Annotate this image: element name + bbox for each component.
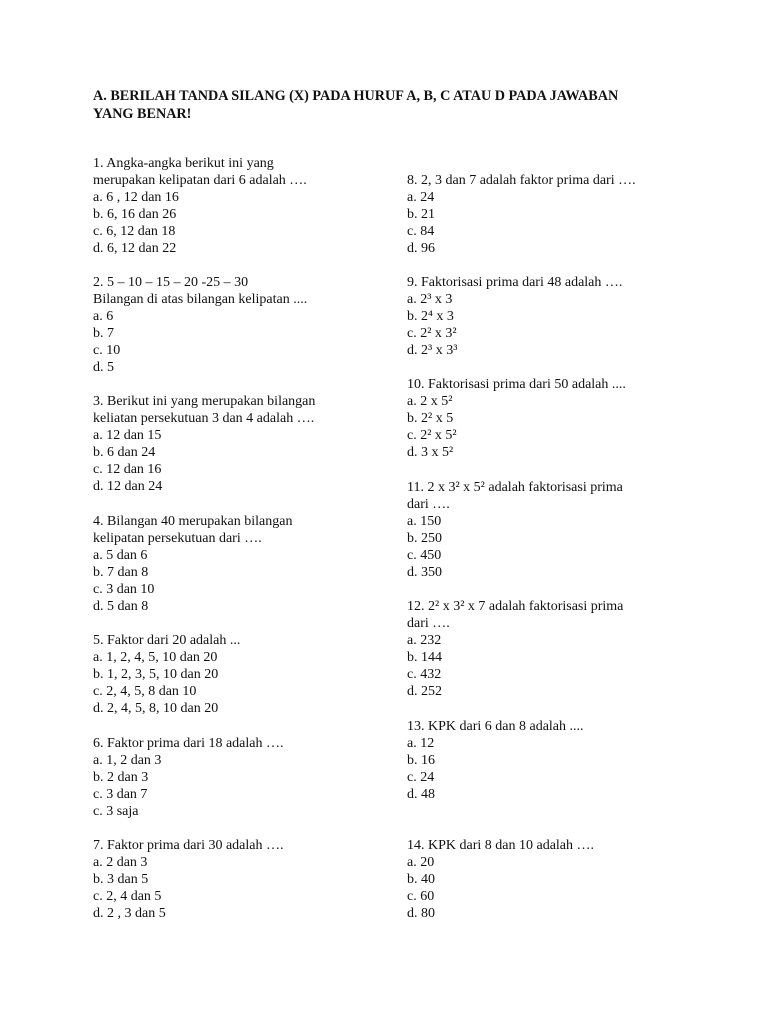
question-line: d. 5	[93, 360, 114, 375]
question-line: b. 2² x 5	[407, 411, 454, 426]
heading-line-1: A. BERILAH TANDA SILANG (X) PADA HURUF A, B, C ATAU D PADA JAWABAN	[93, 88, 619, 104]
question-line: d. 350	[407, 565, 442, 580]
question-line: c. 24	[407, 770, 435, 785]
question-line: 1. Angka-angka berikut ini yang	[93, 156, 274, 171]
question-line: kelipatan persekutuan dari ….	[93, 531, 262, 546]
question-line: 3. Berikut ini yang merupakan bilangan	[93, 394, 316, 409]
question-line: b. 144	[407, 650, 442, 665]
question-line: d. 48	[407, 787, 435, 802]
question-line: b. 40	[407, 872, 435, 887]
question-line: d. 5 dan 8	[93, 599, 149, 614]
question-line: d. 3 x 5²	[407, 445, 454, 460]
question-line: d. 252	[407, 684, 442, 699]
question-line: merupakan kelipatan dari 6 adalah ….	[93, 173, 307, 188]
question-line: 11. 2 x 3² x 5² adalah faktorisasi prima	[407, 480, 623, 495]
question-line: c. 12 dan 16	[93, 462, 162, 477]
question-line: c. 2² x 5²	[407, 428, 457, 443]
question-line: a. 20	[407, 855, 435, 870]
question-line: 12. 2² x 3² x 7 adalah faktorisasi prima	[407, 599, 624, 614]
question-line: d. 96	[407, 241, 435, 256]
question-line: a. 24	[407, 190, 435, 205]
question-line: c. 2² x 3²	[407, 326, 457, 341]
question-line: dari ….	[407, 497, 450, 512]
question-line: 9. Faktorisasi prima dari 48 adalah ….	[407, 275, 623, 290]
question-line: a. 5 dan 6	[93, 548, 148, 563]
question-line: a. 1, 2, 4, 5, 10 dan 20	[93, 650, 218, 665]
question-line: b. 250	[407, 531, 442, 546]
question-line: c. 10	[93, 343, 121, 358]
question-line: b. 21	[407, 207, 435, 222]
question-line: d. 2, 4, 5, 8, 10 dan 20	[93, 701, 219, 716]
question-line: 14. KPK dari 8 dan 10 adalah ….	[407, 838, 595, 853]
question-line: c. 432	[407, 667, 442, 682]
question-line: a. 2³ x 3	[407, 292, 453, 307]
question-line: 13. KPK dari 6 dan 8 adalah ....	[407, 719, 584, 734]
question-line: b. 6, 16 dan 26	[93, 207, 177, 222]
heading-line-2: YANG BENAR!	[93, 105, 192, 122]
question-line: a. 2 dan 3	[93, 855, 148, 870]
question-line: a. 12 dan 15	[93, 428, 162, 443]
question-line: c. 60	[407, 889, 435, 904]
question-line: b. 3 dan 5	[93, 872, 149, 887]
question-line: d. 80	[407, 906, 435, 921]
question-line: a. 232	[407, 633, 442, 648]
question-line: c. 3 saja	[93, 804, 139, 819]
question-line: c. 2, 4, 5, 8 dan 10	[93, 684, 197, 699]
question-line: a. 6	[93, 309, 114, 324]
question-line: 10. Faktorisasi prima dari 50 adalah ....	[407, 377, 626, 392]
question-line: a. 1, 2 dan 3	[93, 753, 162, 768]
question-line: c. 450	[407, 548, 442, 563]
question-line: c. 6, 12 dan 18	[93, 224, 176, 239]
question-line: 5. Faktor dari 20 adalah ...	[93, 633, 241, 648]
section-heading	[93, 88, 693, 123]
question-line: d. 2 , 3 dan 5	[93, 906, 166, 921]
question-line: c. 3 dan 10	[93, 582, 155, 597]
question-line: d. 2³ x 3³	[407, 343, 458, 358]
question-line: b. 1, 2, 3, 5, 10 dan 20	[93, 667, 219, 682]
question-line: 4. Bilangan 40 merupakan bilangan	[93, 514, 293, 529]
question-line: Bilangan di atas bilangan kelipatan ....	[93, 292, 308, 307]
question-line: 7. Faktor prima dari 30 adalah ….	[93, 838, 284, 853]
question-line: b. 16	[407, 753, 435, 768]
question-line: c. 2, 4 dan 5	[93, 889, 162, 904]
question-line: b. 7 dan 8	[93, 565, 149, 580]
question-line: 8. 2, 3 dan 7 adalah faktor prima dari ….	[407, 173, 636, 188]
question-line: b. 6 dan 24	[93, 445, 156, 460]
question-line: b. 2⁴ x 3	[407, 309, 454, 324]
question-line: b. 2 dan 3	[93, 770, 149, 785]
question-line: dari ….	[407, 616, 450, 631]
question-line: d. 6, 12 dan 22	[93, 241, 177, 256]
question-line: d. 12 dan 24	[93, 479, 163, 494]
question-line: c. 3 dan 7	[93, 787, 148, 802]
question-line: c. 84	[407, 224, 435, 239]
question-line: keliatan persekutuan 3 dan 4 adalah ….	[93, 411, 315, 426]
question-line: a. 6 , 12 dan 16	[93, 190, 179, 205]
question-line: 6. Faktor prima dari 18 adalah ….	[93, 736, 284, 751]
question-line: 2. 5 – 10 – 15 – 20 -25 – 30	[93, 275, 249, 290]
question-line: a. 2 x 5²	[407, 394, 453, 409]
question-line: b. 7	[93, 326, 114, 341]
question-line: a. 12	[407, 736, 435, 751]
question-line: a. 150	[407, 514, 442, 529]
